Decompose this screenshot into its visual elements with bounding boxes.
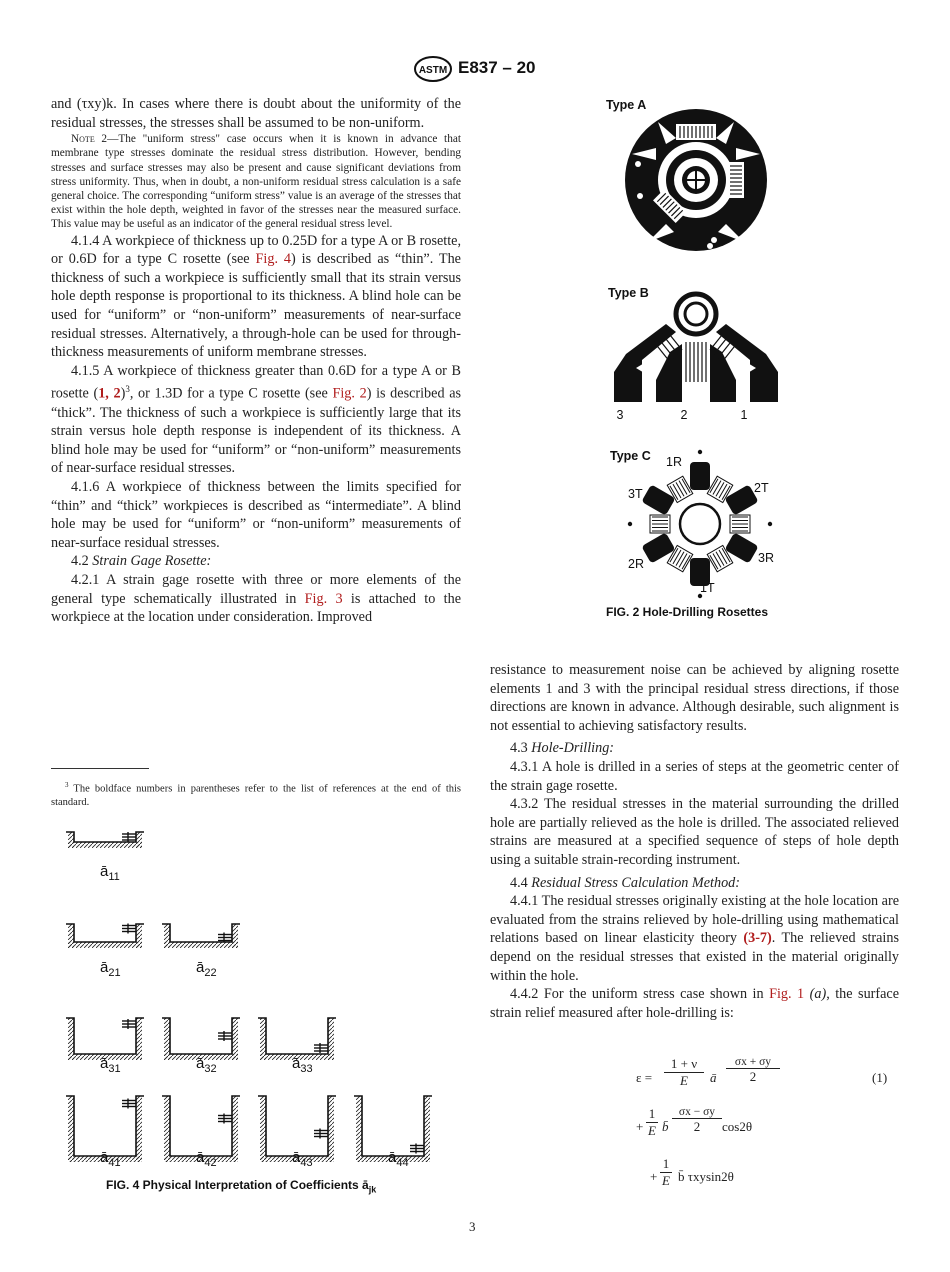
svg-text:ASTM: ASTM: [418, 65, 448, 76]
coeff-a21: $ā_{21}$: [100, 959, 121, 979]
type-c-1t: 1T: [700, 581, 715, 595]
section-4-4-heading: 4.4 Residual Stress Calculation Method:: [510, 874, 740, 891]
page-header: [0, 56, 950, 82]
ref-3-7-link[interactable]: (3-7): [743, 930, 772, 947]
eq-frac4: σx − σy 2: [672, 1106, 722, 1135]
hole-diagram: [162, 1018, 240, 1060]
eq-tau: b̄ τxysin2θ: [678, 1169, 734, 1184]
fig4-link[interactable]: Fig. 4: [255, 251, 292, 268]
coeff-a11-sub: 11: [108, 871, 120, 883]
left-column: [51, 95, 461, 627]
type-c-2r: 2R: [628, 557, 644, 571]
section-4-2-1: 4.2.1 A strain gage rosette with three or more elements of the general type schematically illustrated in Fig. 3 is attached to the workpiece at the location under consideration. Improved: [51, 572, 461, 626]
fig2-caption: FIG. 2 Hole-Drilling Rosettes: [606, 605, 769, 619]
hole-diagram: [258, 1018, 336, 1060]
type-b-num-3: 3: [616, 408, 624, 422]
fig1-link[interactable]: Fig. 1: [769, 986, 805, 1003]
hole-diagram: [66, 832, 144, 848]
coeff-a32: $ā_{32}$: [196, 1055, 217, 1075]
type-c-3r: 3R: [758, 551, 774, 565]
eq-abar: ā: [710, 1070, 717, 1085]
eq-lhs: ε =: [636, 1070, 653, 1085]
astm-logo-icon: [414, 56, 452, 82]
right-column: [490, 661, 899, 1022]
section-4-4-2: 4.4.2 For the uniform stress case shown in Fig. 1 (a), the surface strain relief measured after hole-drilling is:: [490, 986, 900, 1021]
type-b-num-1: 1: [740, 408, 748, 422]
eq-frac3: 1 E: [646, 1106, 658, 1139]
rosette-type-a: [625, 109, 767, 251]
coeff-a42: $ā_{42}$: [196, 1149, 217, 1169]
eq-bbar: b̄: [662, 1119, 669, 1134]
figure-2: [596, 92, 796, 600]
rosette-type-c: [628, 450, 774, 598]
section-4-3-heading: 4.3 Hole-Drilling:: [510, 740, 615, 757]
fig4-caption: FIG. 4 Physical Interpretation of Coefficients $ā_{jk}$: [106, 1178, 377, 1195]
fig4-hole-diagrams: [66, 832, 432, 1162]
type-c-element: [730, 515, 750, 533]
section-4-2-heading: 4.2 Strain Gage Rosette:: [71, 553, 212, 570]
coeff-a11: $ā_{11}$: [100, 863, 120, 883]
section-4-1-6: 4.1.6 A workpiece of thickness between the limits specified for “thin” and “thick” workpieces is described as “intermediate”. A blind hole may be used for “uniform” or “non-uniform” measurements of near-surface residual stresses.: [51, 479, 461, 551]
coeff-a31: $ā_{31}$: [100, 1055, 121, 1075]
type-c-3t: 3T: [628, 487, 643, 501]
eq-frac2: σx + σy 2: [726, 1056, 780, 1085]
section-4-3-1: 4.3.1 A hole is drilled in a series of steps at the geometric center of the strain gage rosette.: [490, 758, 899, 794]
note-2: Note 2—The "uniform stress" case occurs when it is known in advance that membrane type stresses dominate the residual stress distribution. However, bending stresses and surface stresses may also be present and cause significant deviations from stress uniformity. Thus, when in doubt, a non-uniform residual stress calculation is a safe general choice. The corresponding “uniform stress” value is an average of the stresses that exist within the hole depth, weighted in favor of the stresses near the measured surface. This value may be useful as an indicator of the general residual stress level.: [51, 133, 461, 231]
coeff-a44: $ā_{44}$: [388, 1149, 409, 1169]
eq-number: (1): [872, 1070, 888, 1085]
eq-frac5: 1 E: [660, 1156, 672, 1189]
figure-4: [60, 828, 460, 1176]
right-paragraph-continuation: resistance to measurement noise can be achieved by aligning rosette elements 1 and 3 with the principal residual stress directions, if those directions are known in advance. Although desirable, such alignment is not essential to achieving satisfactory results.: [490, 662, 899, 734]
type-a-label: Type A: [606, 98, 647, 112]
ref-1-2-link[interactable]: 1, 2: [98, 386, 121, 403]
type-b-label: Type B: [608, 286, 649, 300]
fig2-link[interactable]: Fig. 2: [332, 386, 367, 403]
footnote: $^3$ The boldface numbers in parentheses refer to the list of references at the end of this standard.: [51, 781, 461, 808]
type-c-2t: 2T: [754, 481, 769, 495]
type-c-1r: 1R: [666, 455, 682, 469]
hole-diagram: [162, 924, 240, 948]
eq-plus-2: +: [636, 1119, 644, 1134]
fig3-link[interactable]: Fig. 3: [304, 590, 343, 607]
type-c-label: Type C: [610, 449, 651, 463]
hole-diagram: [66, 924, 144, 949]
paragraph-continuation: and (τxy)k. In cases where there is doubt about the uniformity of the residual stresses, the stresses shall be assumed to be non-uniform.: [51, 96, 461, 131]
coeff-a43: $ā_{43}$: [292, 1149, 313, 1169]
page-number: 3: [469, 1219, 476, 1234]
section-4-3-2: 4.3.2 The residual stresses in the material surrounding the drilled hole are partially relieved as the hole is drilled. The associated relieved strains are measured at a specified sequence of steps of hole depth using a suitable strain-recording instrument.: [490, 796, 899, 868]
document-designation: E837 – 20: [458, 58, 536, 77]
coeff-a33: $ā_{33}$: [292, 1055, 313, 1075]
type-c-element: [690, 462, 710, 490]
rosette-type-b: [614, 294, 778, 422]
footnote-rule: [51, 768, 149, 769]
equation-1: [620, 1052, 900, 1192]
section-4-4-1: 4.4.1 The residual stresses originally existing at the hole location are evaluated from the strains relieved by hole-drilling using mathematical relations based on linear elasticity theory (3-7). The relieved strains depend on the residual stresses that existed in the material originally within the hole.: [490, 893, 900, 984]
eq-frac1: 1 + ν E: [664, 1056, 704, 1089]
type-c-element: [650, 515, 670, 533]
coeff-a41: $ā_{41}$: [100, 1149, 121, 1169]
coeff-a22: $ā_{22}$: [196, 959, 217, 979]
eq-cos: cos2θ: [722, 1119, 753, 1134]
hole-diagram: [66, 1018, 144, 1060]
eq-plus-3: +: [650, 1169, 658, 1184]
section-4-1-5: 4.1.5 A workpiece of thickness greater than 0.6D for a type A or B rosette (1, 2)$^3$, or 1.3D for a type C rosette (see Fig. 2) is described as “thick”. The thickness of such a workpiece is sufficiently large that its strain versus hole depth response is independent of its thickness. A blind hole may be used for “uniform” or “non-uniform” measurements of near-surface residual stresses.: [51, 362, 462, 477]
section-4-1-4: 4.1.4 A workpiece of thickness up to 0.25D for a type A or B rosette, or 0.6D for a type C rosette (see Fig. 4) is described as “thin”. The thickness of such a workpiece is sufficiently small that its strain versus hole depth response is proportional to its thickness. A blind hole can be used for “uniform” or “non-uniform” measurements of near-surface residual stresses. Alternatively, a through-hole can be used for through-thickness measurements of uniform membrane stresses.: [51, 232, 461, 361]
type-b-num-2: 2: [680, 408, 688, 422]
